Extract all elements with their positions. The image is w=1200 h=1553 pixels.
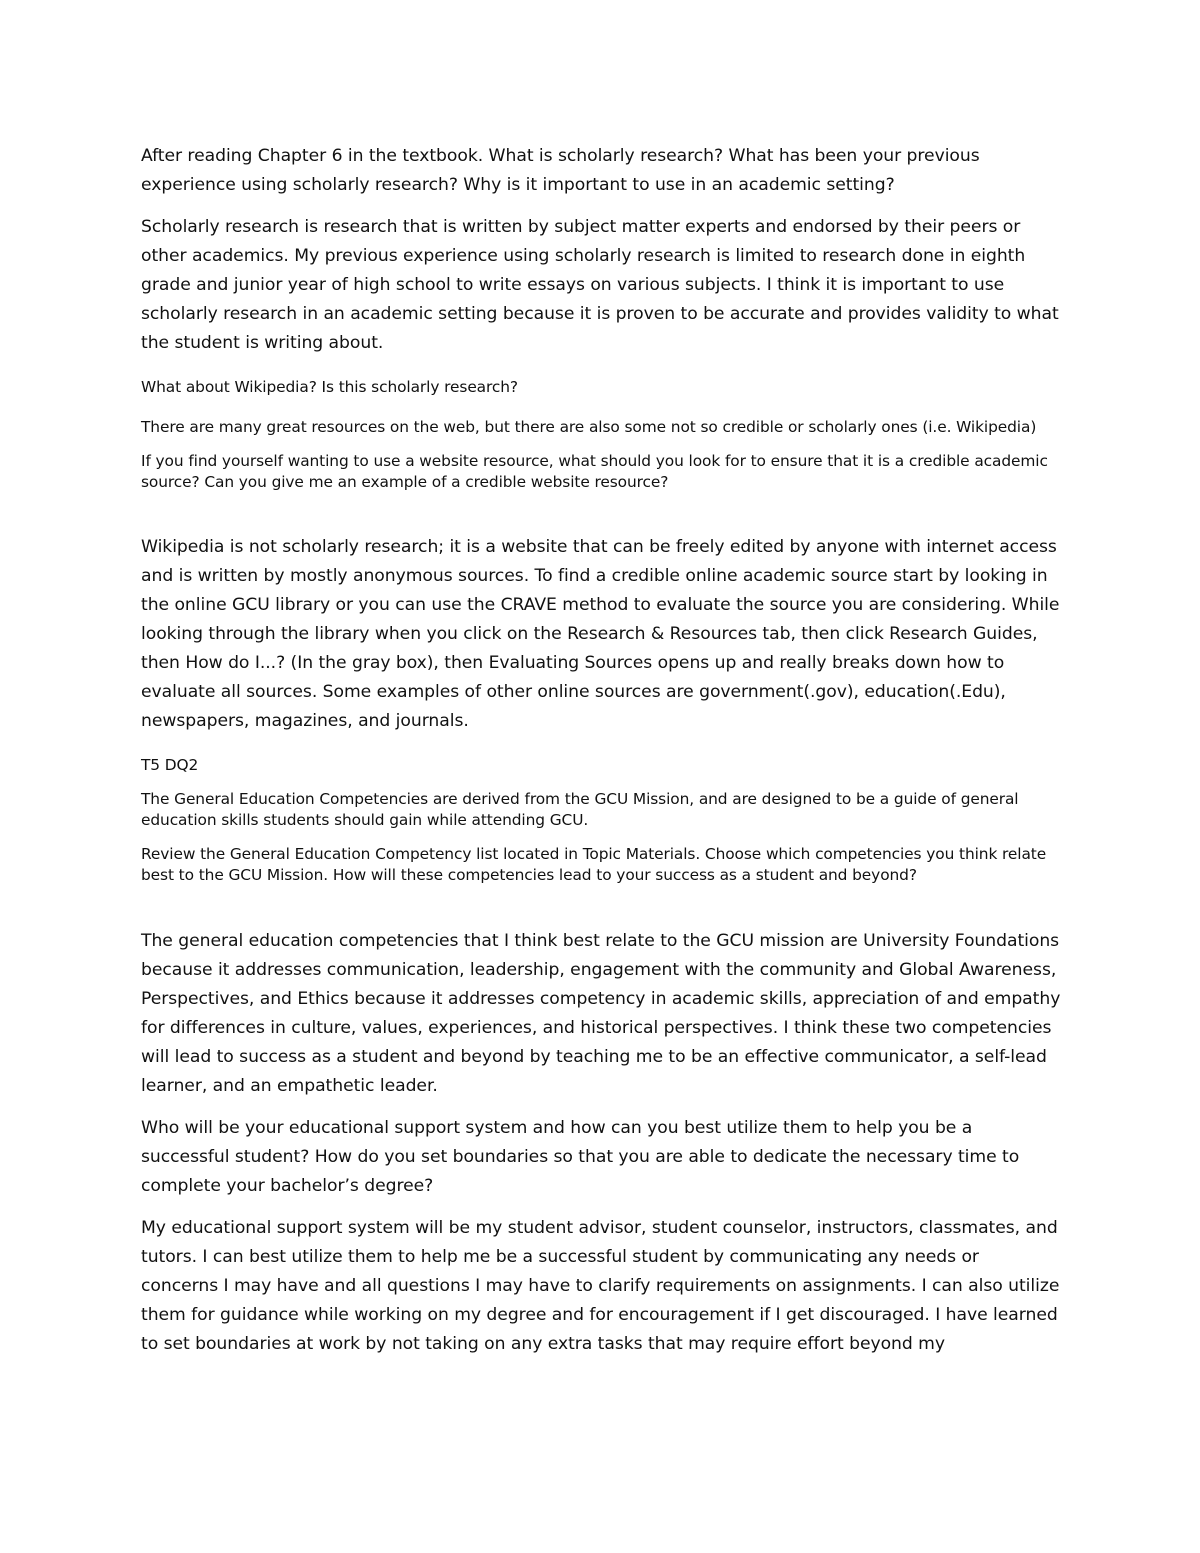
document-body (141, 142, 1061, 1359)
prompt-paragraph-3: If you find yourself wanting to use a website resource, what should you look for to ensure that it is a credible academic source? Can you give me an example of a credible website resource? (141, 452, 1048, 491)
question-paragraph-4: Who will be your educational support system and how can you best utilize them to help you be a successful student? How do you set boundaries so that you are able to dedicate the necessary time to complete your bachelor’s degree? (141, 1118, 1020, 1196)
answer-paragraph-3: The general education competencies that I think best relate to the GCU mission are University Foundations because it addresses communication, leadership, engagement with the community and Global Awareness, Perspectives, and Ethics because it addresses competency in academic skills, appreciation of and empathy for differences in culture, values, experiences, and historical perspectives. I think these two competencies will lead to success as a student and beyond by teaching me to be an effective communicator, a self-lead learner, and an empathetic leader. (141, 931, 1061, 1096)
answer-paragraph-2: Wikipedia is not scholarly research; it is a website that can be freely edited by anyone with internet access and is written by mostly anonymous sources. To find a credible online academic source start by looking in the online GCU library or you can use the CRAVE method to evaluate the source you are considering. While looking through the library when you click on the Research & Resources tab, then click Research Guides, then How do I...? (In the gray box), then Evaluating Sources opens up and really breaks down how to evaluate all sources. Some examples of other online sources are government(.gov), education(.Edu), newspapers, magazines, and journals. (141, 537, 1060, 731)
prompt-paragraph-2: There are many great resources on the web, but there are also some not so credible or scholarly ones (i.e. Wikipedia) (141, 418, 1037, 436)
competency-question-paragraph: Review the General Education Competency list located in Topic Materials. Choose which competencies you think relate best to the GCU Mission. How will these competencies lead to your success as a student and beyond? (141, 845, 1047, 884)
question-paragraph-2: What about Wikipedia? Is this scholarly research? (141, 378, 518, 396)
answer-paragraph-1: Scholarly research is research that is written by subject matter experts and endorsed by their peers or other academics. My previous experience using scholarly research is limited to research done in eighth grade and junior year of high school to write essays on various subjects. I think it is important to use scholarly research in an academic setting because it is proven to be accurate and provides validity to what the student is writing about. (141, 217, 1059, 353)
question-paragraph-1: After reading Chapter 6 in the textbook. What is scholarly research? What has been your previous experience using scholarly research? Why is it important to use in an academic setting? (141, 146, 980, 195)
section-heading: T5 DQ2 (141, 756, 199, 774)
competency-intro-paragraph: The General Education Competencies are derived from the GCU Mission, and are designed to be a guide of general education skills students should gain while attending GCU. (141, 790, 1019, 829)
answer-paragraph-4: My educational support system will be my student advisor, student counselor, instructors, classmates, and tutors. I can best utilize them to help me be a successful student by communicating any needs or concerns I may have and all questions I may have to clarify requirements on assignments. I can also utilize them for guidance while working on my degree and for encouragement if I get discouraged. I have learned to set boundaries at work by not taking on any extra tasks that may require effort beyond my (141, 1218, 1060, 1354)
